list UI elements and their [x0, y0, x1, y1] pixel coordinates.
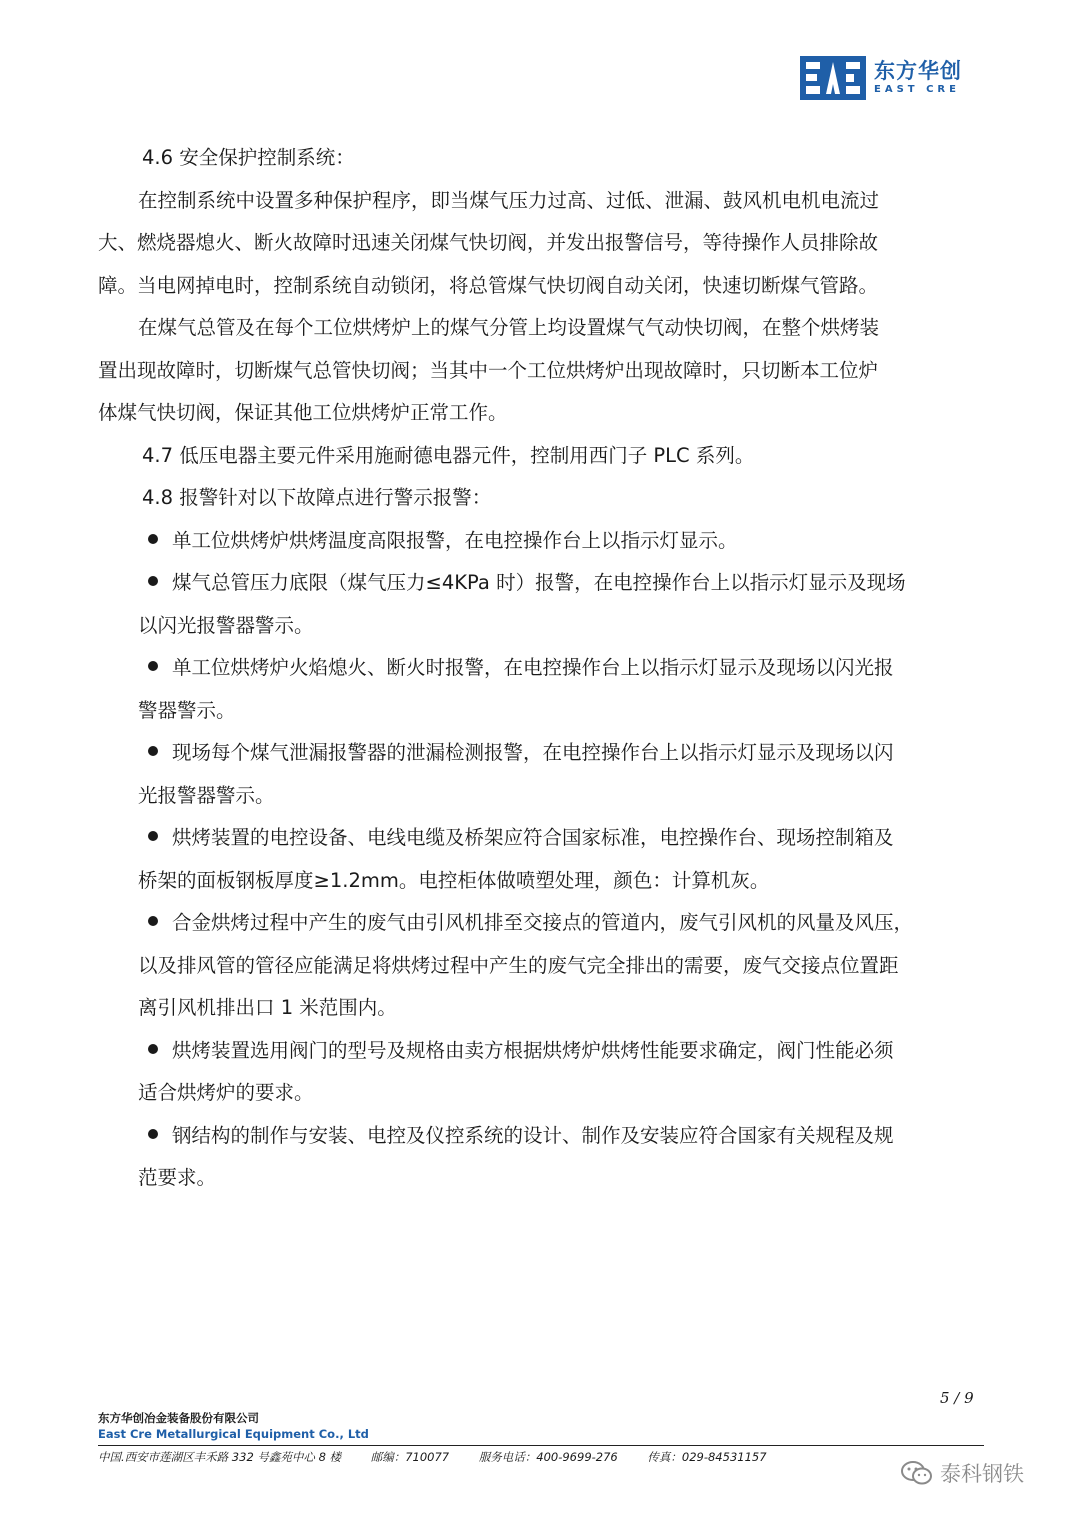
- footer-company-cn: 东方华创冶金装备股份有限公司: [98, 1411, 259, 1425]
- bullet-item: [98, 902, 983, 945]
- wechat-watermark: [900, 1458, 1024, 1488]
- bullet-continuation: 以闪光报警器警示。: [138, 613, 314, 637]
- bullet-dot-icon: [148, 1044, 158, 1054]
- bullet-text: 单工位烘烤炉火焰熄火、断火时报警，在电控操作台上以指示灯显示及现场以闪光报: [172, 656, 894, 679]
- bullet-dot-icon: [148, 1129, 158, 1139]
- bullet-text: 烘烤装置的电控设备、电线电缆及桥架应符合国家标准，电控操作台、现场控制箱及: [172, 826, 894, 849]
- section-4-6-heading: 4.6 安全保护控制系统：: [142, 146, 355, 169]
- section-4-7: 4.7 低压电器主要元件采用施耐德电器元件，控制用西门子 PLC 系列。: [142, 443, 755, 467]
- bullet-item: [98, 1030, 983, 1073]
- bullet-item: [98, 562, 983, 605]
- paragraph-line: 障。当电网掉电时，控制系统自动锁闭，将总管煤气快切阀自动关闭，快速切断煤气管路。: [98, 273, 879, 297]
- bullet-text: 单工位烘烤炉烘烤温度高限报警，在电控操作台上以指示灯显示。: [172, 528, 738, 552]
- alarm-bullet-list: [98, 520, 983, 1200]
- bullet-text: 烘烤装置选用阀门的型号及规格由卖方根据烘烤炉烘烤性能要求确定，阀门性能必须: [172, 1038, 894, 1062]
- page-footer: [98, 1410, 988, 1466]
- paragraph-line: 置出现故障时，切断煤气总管快切阀；当其中一个工位烘烤炉出现故障时，只切断本工位炉: [98, 358, 879, 382]
- logo-english-name: EAST CRE: [874, 84, 960, 95]
- bullet-item: [98, 732, 983, 775]
- bullet-dot-icon: [148, 831, 158, 841]
- bullet-dot-icon: [148, 576, 158, 586]
- bullet-continuation: 适合烘烤炉的要求。: [138, 1081, 314, 1104]
- bullet-text: 合金烘烤过程中产生的废气由引风机排至交接点的管道内，废气引风机的风量及风压，: [172, 911, 914, 934]
- paragraph-line: 大、燃烧器熄火、断火故障时迅速关闭煤气快切阀，并发出报警信号，等待操作人员排除故: [98, 231, 879, 254]
- bullet-continuation: 范要求。: [138, 1166, 217, 1189]
- footer-postcode: 邮编：710077: [370, 1450, 450, 1464]
- section-4-8-heading: 4.8 报警针对以下故障点进行警示报警：: [142, 486, 492, 509]
- bullet-item: [98, 520, 983, 563]
- bullet-item: [98, 817, 983, 860]
- footer-fax: 传真：029-84531157: [647, 1450, 767, 1464]
- bullet-dot-icon: [148, 534, 158, 544]
- bullet-dot-icon: [148, 661, 158, 671]
- footer-company-en: East Cre Metallurgical Equipment Co., Ltd: [98, 1427, 369, 1441]
- footer-address: 中国.西安市莲湖区丰禾路 332 号鑫苑中心 8 楼: [98, 1450, 342, 1464]
- bullet-continuation: 光报警器警示。: [138, 783, 275, 807]
- east-cre-logo-mark-icon: [800, 56, 866, 100]
- bullet-dot-icon: [148, 746, 158, 756]
- paragraph-line: 体煤气快切阀，保证其他工位烘烤炉正常工作。: [98, 401, 508, 424]
- bullet-text: 煤气总管压力底限（煤气压力≤4KPa 时）报警，在电控操作台上以指示灯显示及现场: [172, 571, 906, 594]
- bullet-continuation: 警器警示。: [138, 698, 236, 722]
- page-number: 5 / 9: [940, 1389, 974, 1407]
- document-body: [98, 137, 983, 1200]
- watermark-text: 泰科钢铁: [940, 1462, 1024, 1486]
- wechat-icon: [900, 1460, 934, 1486]
- paragraph-line: 在控制系统中设置多种保护程序，即当煤气压力过高、过低、泄漏、鼓风机电机电流过: [138, 188, 880, 212]
- footer-divider: [98, 1445, 984, 1446]
- bullet-continuation: 以及排风管的管径应能满足将烘烤过程中产生的废气完全排出的需要，废气交接点位置距: [138, 953, 899, 977]
- bullet-continuation: 离引风机排出口 1 米范围内。: [138, 996, 397, 1019]
- bullet-continuation: 桥架的面板钢板厚度≥1.2mm。电控柜体做喷塑处理，颜色：计算机灰。: [138, 868, 770, 892]
- footer-service-phone: 服务电话：400-9699-276: [478, 1450, 618, 1464]
- bullet-text: 钢结构的制作与安装、电控及仪控系统的设计、制作及安装应符合国家有关规程及规: [172, 1123, 894, 1147]
- bullet-item: [98, 647, 983, 690]
- bullet-item: [98, 1115, 983, 1158]
- logo-chinese-name: 东方华创: [874, 59, 962, 83]
- bullet-dot-icon: [148, 916, 158, 926]
- bullet-text: 现场每个煤气泄漏报警器的泄漏检测报警，在电控操作台上以指示灯显示及现场以闪: [172, 741, 894, 764]
- paragraph-line: 在煤气总管及在每个工位烘烤炉上的煤气分管上均设置煤气气动快切阀，在整个烘烤装: [138, 316, 880, 339]
- company-logo: [800, 55, 980, 101]
- footer-contact: [98, 1448, 988, 1466]
